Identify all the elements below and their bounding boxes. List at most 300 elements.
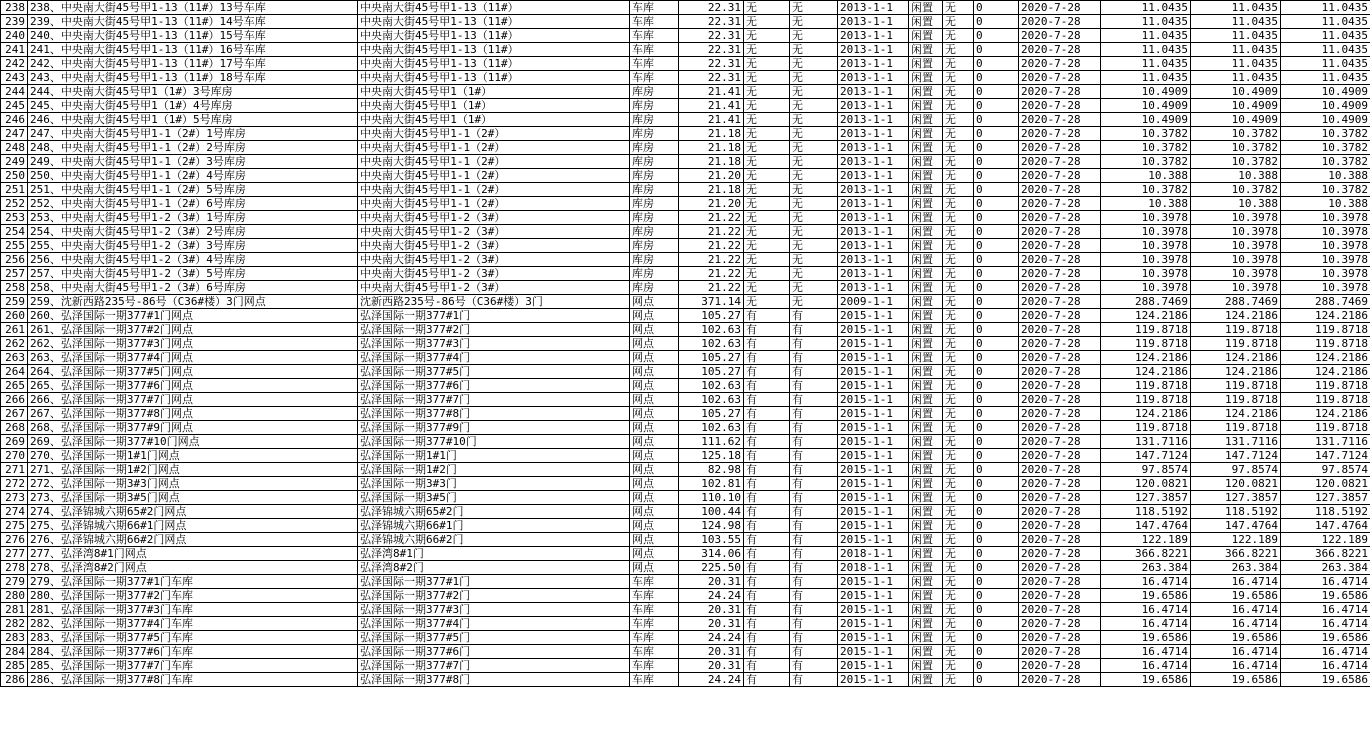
value-cell-2[interactable]: 124.2186 (1191, 309, 1281, 323)
area-cell[interactable]: 314.06 (679, 547, 744, 561)
usage-status-cell[interactable]: 闲置 (909, 267, 943, 281)
asset-name-cell[interactable]: 243、中央南大街45号甲1-13（11#）18号车库 (28, 71, 358, 85)
value-cell-1[interactable]: 11.0435 (1101, 43, 1191, 57)
property-cert-cell[interactable]: 有 (744, 533, 790, 547)
location-cell[interactable]: 中央南大街45号甲1-1（2#） (358, 127, 630, 141)
usage-status-cell[interactable]: 闲置 (909, 407, 943, 421)
asset-name-cell[interactable]: 282、弘泽国际一期377#4门车库 (28, 617, 358, 631)
value-cell-2[interactable]: 11.0435 (1191, 71, 1281, 85)
lease-cell[interactable]: 无 (943, 631, 974, 645)
value-cell-2[interactable]: 263.384 (1191, 561, 1281, 575)
build-date-cell[interactable]: 2015-1-1 (838, 673, 909, 687)
property-cert-cell[interactable]: 有 (744, 645, 790, 659)
lease-cell[interactable]: 无 (943, 659, 974, 673)
value-cell-1[interactable]: 10.4909 (1101, 113, 1191, 127)
property-cert-cell[interactable]: 有 (744, 519, 790, 533)
value-cell-3[interactable]: 97.8574 (1281, 463, 1370, 477)
lease-cell[interactable]: 无 (943, 169, 974, 183)
valuation-date-cell[interactable]: 2020-7-28 (1019, 169, 1101, 183)
usage-status-cell[interactable]: 闲置 (909, 505, 943, 519)
usage-status-cell[interactable]: 闲置 (909, 645, 943, 659)
lease-cell[interactable]: 无 (943, 309, 974, 323)
type-cell[interactable]: 网点 (630, 351, 679, 365)
value-cell-2[interactable]: 19.6586 (1191, 631, 1281, 645)
usage-status-cell[interactable]: 闲置 (909, 561, 943, 575)
valuation-date-cell[interactable]: 2020-7-28 (1019, 379, 1101, 393)
lease-cell[interactable]: 无 (943, 85, 974, 99)
row-number-cell[interactable]: 274 (1, 505, 28, 519)
rent-cell[interactable]: 0 (974, 43, 1019, 57)
area-cell[interactable]: 24.24 (679, 673, 744, 687)
usage-status-cell[interactable]: 闲置 (909, 435, 943, 449)
build-date-cell[interactable]: 2015-1-1 (838, 505, 909, 519)
build-date-cell[interactable]: 2015-1-1 (838, 519, 909, 533)
rent-cell[interactable]: 0 (974, 183, 1019, 197)
valuation-date-cell[interactable]: 2020-7-28 (1019, 309, 1101, 323)
value-cell-1[interactable]: 10.3782 (1101, 141, 1191, 155)
lease-cell[interactable]: 无 (943, 323, 974, 337)
land-cert-cell[interactable]: 有 (790, 379, 838, 393)
land-cert-cell[interactable]: 无 (790, 1, 838, 15)
value-cell-3[interactable]: 16.4714 (1281, 659, 1370, 673)
valuation-date-cell[interactable]: 2020-7-28 (1019, 183, 1101, 197)
build-date-cell[interactable]: 2013-1-1 (838, 225, 909, 239)
land-cert-cell[interactable]: 有 (790, 645, 838, 659)
value-cell-1[interactable]: 119.8718 (1101, 337, 1191, 351)
rent-cell[interactable]: 0 (974, 449, 1019, 463)
row-number-cell[interactable]: 270 (1, 449, 28, 463)
build-date-cell[interactable]: 2015-1-1 (838, 365, 909, 379)
land-cert-cell[interactable]: 有 (790, 603, 838, 617)
value-cell-3[interactable]: 10.3978 (1281, 225, 1370, 239)
build-date-cell[interactable]: 2015-1-1 (838, 477, 909, 491)
value-cell-3[interactable]: 16.4714 (1281, 603, 1370, 617)
area-cell[interactable]: 102.63 (679, 323, 744, 337)
usage-status-cell[interactable]: 闲置 (909, 225, 943, 239)
lease-cell[interactable]: 无 (943, 561, 974, 575)
value-cell-1[interactable]: 263.384 (1101, 561, 1191, 575)
location-cell[interactable]: 弘泽国际一期377#7门 (358, 659, 630, 673)
usage-status-cell[interactable]: 闲置 (909, 421, 943, 435)
value-cell-1[interactable]: 10.388 (1101, 169, 1191, 183)
usage-status-cell[interactable]: 闲置 (909, 113, 943, 127)
build-date-cell[interactable]: 2015-1-1 (838, 631, 909, 645)
property-cert-cell[interactable]: 有 (744, 673, 790, 687)
land-cert-cell[interactable]: 有 (790, 547, 838, 561)
valuation-date-cell[interactable]: 2020-7-28 (1019, 561, 1101, 575)
asset-name-cell[interactable]: 238、中央南大街45号甲1-13（11#）13号车库 (28, 1, 358, 15)
location-cell[interactable]: 弘泽国际一期377#1门 (358, 309, 630, 323)
build-date-cell[interactable]: 2015-1-1 (838, 351, 909, 365)
value-cell-3[interactable]: 119.8718 (1281, 337, 1370, 351)
location-cell[interactable]: 中央南大街45号甲1-2（3#） (358, 239, 630, 253)
location-cell[interactable]: 弘泽锦城六期66#2门 (358, 533, 630, 547)
build-date-cell[interactable]: 2015-1-1 (838, 323, 909, 337)
land-cert-cell[interactable]: 有 (790, 673, 838, 687)
row-number-cell[interactable]: 252 (1, 197, 28, 211)
valuation-date-cell[interactable]: 2020-7-28 (1019, 57, 1101, 71)
build-date-cell[interactable]: 2013-1-1 (838, 43, 909, 57)
asset-name-cell[interactable]: 279、弘泽国际一期377#1门车库 (28, 575, 358, 589)
type-cell[interactable]: 库房 (630, 85, 679, 99)
build-date-cell[interactable]: 2013-1-1 (838, 197, 909, 211)
build-date-cell[interactable]: 2013-1-1 (838, 155, 909, 169)
value-cell-1[interactable]: 118.5192 (1101, 505, 1191, 519)
usage-status-cell[interactable]: 闲置 (909, 575, 943, 589)
value-cell-2[interactable]: 119.8718 (1191, 393, 1281, 407)
land-cert-cell[interactable]: 有 (790, 519, 838, 533)
value-cell-3[interactable]: 16.4714 (1281, 617, 1370, 631)
value-cell-3[interactable]: 19.6586 (1281, 589, 1370, 603)
valuation-date-cell[interactable]: 2020-7-28 (1019, 113, 1101, 127)
valuation-date-cell[interactable]: 2020-7-28 (1019, 239, 1101, 253)
property-cert-cell[interactable]: 无 (744, 267, 790, 281)
area-cell[interactable]: 20.31 (679, 645, 744, 659)
lease-cell[interactable]: 无 (943, 603, 974, 617)
lease-cell[interactable]: 无 (943, 71, 974, 85)
asset-name-cell[interactable]: 251、中央南大街45号甲1-1（2#）5号库房 (28, 183, 358, 197)
area-cell[interactable]: 21.22 (679, 211, 744, 225)
build-date-cell[interactable]: 2013-1-1 (838, 29, 909, 43)
usage-status-cell[interactable]: 闲置 (909, 57, 943, 71)
rent-cell[interactable]: 0 (974, 533, 1019, 547)
value-cell-1[interactable]: 10.3978 (1101, 281, 1191, 295)
valuation-date-cell[interactable]: 2020-7-28 (1019, 547, 1101, 561)
value-cell-2[interactable]: 10.3978 (1191, 267, 1281, 281)
type-cell[interactable]: 网点 (630, 379, 679, 393)
usage-status-cell[interactable]: 闲置 (909, 281, 943, 295)
land-cert-cell[interactable]: 有 (790, 533, 838, 547)
value-cell-1[interactable]: 19.6586 (1101, 673, 1191, 687)
lease-cell[interactable]: 无 (943, 239, 974, 253)
location-cell[interactable]: 弘泽锦城六期65#2门 (358, 505, 630, 519)
valuation-date-cell[interactable]: 2020-7-28 (1019, 407, 1101, 421)
type-cell[interactable]: 网点 (630, 491, 679, 505)
value-cell-3[interactable]: 131.7116 (1281, 435, 1370, 449)
type-cell[interactable]: 网点 (630, 421, 679, 435)
land-cert-cell[interactable]: 无 (790, 239, 838, 253)
location-cell[interactable]: 弘泽国际一期377#1门 (358, 575, 630, 589)
lease-cell[interactable]: 无 (943, 519, 974, 533)
value-cell-1[interactable]: 11.0435 (1101, 57, 1191, 71)
land-cert-cell[interactable]: 无 (790, 281, 838, 295)
value-cell-1[interactable]: 124.2186 (1101, 407, 1191, 421)
property-cert-cell[interactable]: 有 (744, 323, 790, 337)
land-cert-cell[interactable]: 有 (790, 323, 838, 337)
value-cell-3[interactable]: 122.189 (1281, 533, 1370, 547)
value-cell-2[interactable]: 11.0435 (1191, 29, 1281, 43)
lease-cell[interactable]: 无 (943, 351, 974, 365)
build-date-cell[interactable]: 2013-1-1 (838, 99, 909, 113)
usage-status-cell[interactable]: 闲置 (909, 393, 943, 407)
value-cell-2[interactable]: 147.4764 (1191, 519, 1281, 533)
value-cell-2[interactable]: 16.4714 (1191, 659, 1281, 673)
land-cert-cell[interactable]: 有 (790, 309, 838, 323)
value-cell-3[interactable]: 11.0435 (1281, 57, 1370, 71)
lease-cell[interactable]: 无 (943, 281, 974, 295)
row-number-cell[interactable]: 266 (1, 393, 28, 407)
type-cell[interactable]: 网点 (630, 365, 679, 379)
row-number-cell[interactable]: 250 (1, 169, 28, 183)
rent-cell[interactable]: 0 (974, 141, 1019, 155)
usage-status-cell[interactable]: 闲置 (909, 449, 943, 463)
value-cell-1[interactable]: 124.2186 (1101, 309, 1191, 323)
lease-cell[interactable]: 无 (943, 533, 974, 547)
location-cell[interactable]: 中央南大街45号甲1（1#） (358, 113, 630, 127)
property-cert-cell[interactable]: 有 (744, 603, 790, 617)
type-cell[interactable]: 库房 (630, 225, 679, 239)
value-cell-1[interactable]: 119.8718 (1101, 393, 1191, 407)
row-number-cell[interactable]: 275 (1, 519, 28, 533)
row-number-cell[interactable]: 251 (1, 183, 28, 197)
build-date-cell[interactable]: 2015-1-1 (838, 379, 909, 393)
area-cell[interactable]: 100.44 (679, 505, 744, 519)
type-cell[interactable]: 库房 (630, 211, 679, 225)
value-cell-2[interactable]: 19.6586 (1191, 673, 1281, 687)
property-cert-cell[interactable]: 有 (744, 421, 790, 435)
land-cert-cell[interactable]: 无 (790, 183, 838, 197)
land-cert-cell[interactable]: 无 (790, 141, 838, 155)
valuation-date-cell[interactable]: 2020-7-28 (1019, 155, 1101, 169)
value-cell-2[interactable]: 118.5192 (1191, 505, 1281, 519)
asset-name-cell[interactable]: 272、弘泽国际一期3#3门网点 (28, 477, 358, 491)
land-cert-cell[interactable]: 无 (790, 211, 838, 225)
value-cell-2[interactable]: 127.3857 (1191, 491, 1281, 505)
property-cert-cell[interactable]: 无 (744, 15, 790, 29)
row-number-cell[interactable]: 247 (1, 127, 28, 141)
row-number-cell[interactable]: 261 (1, 323, 28, 337)
valuation-date-cell[interactable]: 2020-7-28 (1019, 337, 1101, 351)
area-cell[interactable]: 102.81 (679, 477, 744, 491)
lease-cell[interactable]: 无 (943, 127, 974, 141)
row-number-cell[interactable]: 272 (1, 477, 28, 491)
value-cell-3[interactable]: 11.0435 (1281, 29, 1370, 43)
asset-name-cell[interactable]: 260、弘泽国际一期377#1门网点 (28, 309, 358, 323)
usage-status-cell[interactable]: 闲置 (909, 15, 943, 29)
valuation-date-cell[interactable]: 2020-7-28 (1019, 603, 1101, 617)
asset-name-cell[interactable]: 253、中央南大街45号甲1-2（3#）1号库房 (28, 211, 358, 225)
location-cell[interactable]: 弘泽国际一期377#5门 (358, 631, 630, 645)
location-cell[interactable]: 弘泽国际一期377#5门 (358, 365, 630, 379)
value-cell-1[interactable]: 16.4714 (1101, 645, 1191, 659)
asset-name-cell[interactable]: 278、弘泽湾8#2门网点 (28, 561, 358, 575)
row-number-cell[interactable]: 241 (1, 43, 28, 57)
usage-status-cell[interactable]: 闲置 (909, 169, 943, 183)
asset-name-cell[interactable]: 241、中央南大街45号甲1-13（11#）16号车库 (28, 43, 358, 57)
type-cell[interactable]: 网点 (630, 463, 679, 477)
land-cert-cell[interactable]: 有 (790, 365, 838, 379)
value-cell-3[interactable]: 10.3978 (1281, 253, 1370, 267)
build-date-cell[interactable]: 2009-1-1 (838, 295, 909, 309)
property-cert-cell[interactable]: 有 (744, 491, 790, 505)
land-cert-cell[interactable]: 有 (790, 337, 838, 351)
property-cert-cell[interactable]: 有 (744, 477, 790, 491)
row-number-cell[interactable]: 269 (1, 435, 28, 449)
value-cell-2[interactable]: 11.0435 (1191, 43, 1281, 57)
value-cell-1[interactable]: 127.3857 (1101, 491, 1191, 505)
build-date-cell[interactable]: 2018-1-1 (838, 547, 909, 561)
rent-cell[interactable]: 0 (974, 197, 1019, 211)
build-date-cell[interactable]: 2015-1-1 (838, 659, 909, 673)
value-cell-1[interactable]: 16.4714 (1101, 603, 1191, 617)
rent-cell[interactable]: 0 (974, 337, 1019, 351)
usage-status-cell[interactable]: 闲置 (909, 519, 943, 533)
value-cell-3[interactable]: 11.0435 (1281, 43, 1370, 57)
rent-cell[interactable]: 0 (974, 211, 1019, 225)
property-cert-cell[interactable]: 有 (744, 505, 790, 519)
asset-name-cell[interactable]: 281、弘泽国际一期377#3门车库 (28, 603, 358, 617)
type-cell[interactable]: 网点 (630, 323, 679, 337)
land-cert-cell[interactable]: 无 (790, 15, 838, 29)
rent-cell[interactable]: 0 (974, 407, 1019, 421)
area-cell[interactable]: 21.41 (679, 99, 744, 113)
row-number-cell[interactable]: 268 (1, 421, 28, 435)
value-cell-2[interactable]: 16.4714 (1191, 645, 1281, 659)
area-cell[interactable]: 371.14 (679, 295, 744, 309)
value-cell-2[interactable]: 124.2186 (1191, 407, 1281, 421)
asset-name-cell[interactable]: 277、弘泽湾8#1门网点 (28, 547, 358, 561)
asset-name-cell[interactable]: 265、弘泽国际一期377#6门网点 (28, 379, 358, 393)
land-cert-cell[interactable]: 有 (790, 589, 838, 603)
asset-name-cell[interactable]: 285、弘泽国际一期377#7门车库 (28, 659, 358, 673)
location-cell[interactable]: 中央南大街45号甲1-1（2#） (358, 183, 630, 197)
usage-status-cell[interactable]: 闲置 (909, 589, 943, 603)
value-cell-3[interactable]: 124.2186 (1281, 365, 1370, 379)
row-number-cell[interactable]: 285 (1, 659, 28, 673)
value-cell-1[interactable]: 366.8221 (1101, 547, 1191, 561)
location-cell[interactable]: 弘泽国际一期377#4门 (358, 351, 630, 365)
land-cert-cell[interactable]: 无 (790, 85, 838, 99)
rent-cell[interactable]: 0 (974, 659, 1019, 673)
lease-cell[interactable]: 无 (943, 449, 974, 463)
value-cell-1[interactable]: 11.0435 (1101, 15, 1191, 29)
asset-name-cell[interactable]: 273、弘泽国际一期3#5门网点 (28, 491, 358, 505)
area-cell[interactable]: 102.63 (679, 421, 744, 435)
type-cell[interactable]: 库房 (630, 169, 679, 183)
lease-cell[interactable]: 无 (943, 337, 974, 351)
asset-name-cell[interactable]: 274、弘泽锦城六期65#2门网点 (28, 505, 358, 519)
asset-name-cell[interactable]: 264、弘泽国际一期377#5门网点 (28, 365, 358, 379)
area-cell[interactable]: 21.22 (679, 239, 744, 253)
type-cell[interactable]: 网点 (630, 337, 679, 351)
build-date-cell[interactable]: 2013-1-1 (838, 127, 909, 141)
value-cell-2[interactable]: 10.3978 (1191, 281, 1281, 295)
valuation-date-cell[interactable]: 2020-7-28 (1019, 435, 1101, 449)
value-cell-1[interactable]: 97.8574 (1101, 463, 1191, 477)
area-cell[interactable]: 22.31 (679, 71, 744, 85)
value-cell-1[interactable]: 10.3782 (1101, 155, 1191, 169)
row-number-cell[interactable]: 246 (1, 113, 28, 127)
lease-cell[interactable]: 无 (943, 267, 974, 281)
valuation-date-cell[interactable]: 2020-7-28 (1019, 85, 1101, 99)
value-cell-2[interactable]: 10.3978 (1191, 211, 1281, 225)
area-cell[interactable]: 22.31 (679, 43, 744, 57)
rent-cell[interactable]: 0 (974, 127, 1019, 141)
value-cell-1[interactable]: 10.4909 (1101, 85, 1191, 99)
land-cert-cell[interactable]: 无 (790, 225, 838, 239)
usage-status-cell[interactable]: 闲置 (909, 141, 943, 155)
value-cell-2[interactable]: 10.3978 (1191, 225, 1281, 239)
value-cell-2[interactable]: 10.3782 (1191, 141, 1281, 155)
asset-name-cell[interactable]: 250、中央南大街45号甲1-1（2#）4号库房 (28, 169, 358, 183)
property-cert-cell[interactable]: 有 (744, 561, 790, 575)
area-cell[interactable]: 124.98 (679, 519, 744, 533)
type-cell[interactable]: 车库 (630, 617, 679, 631)
value-cell-2[interactable]: 122.189 (1191, 533, 1281, 547)
usage-status-cell[interactable]: 闲置 (909, 631, 943, 645)
location-cell[interactable]: 弘泽国际一期377#10门 (358, 435, 630, 449)
location-cell[interactable]: 中央南大街45号甲1-2（3#） (358, 225, 630, 239)
area-cell[interactable]: 111.62 (679, 435, 744, 449)
value-cell-1[interactable]: 11.0435 (1101, 71, 1191, 85)
build-date-cell[interactable]: 2013-1-1 (838, 281, 909, 295)
rent-cell[interactable]: 0 (974, 15, 1019, 29)
type-cell[interactable]: 网点 (630, 533, 679, 547)
value-cell-1[interactable]: 10.3978 (1101, 211, 1191, 225)
row-number-cell[interactable]: 278 (1, 561, 28, 575)
area-cell[interactable]: 21.18 (679, 141, 744, 155)
valuation-date-cell[interactable]: 2020-7-28 (1019, 477, 1101, 491)
land-cert-cell[interactable]: 无 (790, 29, 838, 43)
value-cell-1[interactable]: 16.4714 (1101, 659, 1191, 673)
rent-cell[interactable]: 0 (974, 351, 1019, 365)
value-cell-2[interactable]: 147.7124 (1191, 449, 1281, 463)
location-cell[interactable]: 中央南大街45号甲1-13（11#） (358, 15, 630, 29)
area-cell[interactable]: 102.63 (679, 379, 744, 393)
location-cell[interactable]: 弘泽国际一期1#2门 (358, 463, 630, 477)
type-cell[interactable]: 网点 (630, 505, 679, 519)
asset-name-cell[interactable]: 247、中央南大街45号甲1-1（2#）1号库房 (28, 127, 358, 141)
lease-cell[interactable]: 无 (943, 617, 974, 631)
type-cell[interactable]: 库房 (630, 127, 679, 141)
value-cell-2[interactable]: 10.3782 (1191, 183, 1281, 197)
usage-status-cell[interactable]: 闲置 (909, 183, 943, 197)
build-date-cell[interactable]: 2015-1-1 (838, 393, 909, 407)
row-number-cell[interactable]: 240 (1, 29, 28, 43)
value-cell-1[interactable]: 19.6586 (1101, 631, 1191, 645)
property-cert-cell[interactable]: 无 (744, 127, 790, 141)
land-cert-cell[interactable]: 无 (790, 71, 838, 85)
row-number-cell[interactable]: 264 (1, 365, 28, 379)
usage-status-cell[interactable]: 闲置 (909, 99, 943, 113)
lease-cell[interactable]: 无 (943, 29, 974, 43)
asset-name-cell[interactable]: 263、弘泽国际一期377#4门网点 (28, 351, 358, 365)
rent-cell[interactable]: 0 (974, 323, 1019, 337)
valuation-date-cell[interactable]: 2020-7-28 (1019, 197, 1101, 211)
property-cert-cell[interactable]: 有 (744, 659, 790, 673)
location-cell[interactable]: 弘泽国际一期377#3门 (358, 603, 630, 617)
valuation-date-cell[interactable]: 2020-7-28 (1019, 421, 1101, 435)
build-date-cell[interactable]: 2018-1-1 (838, 561, 909, 575)
value-cell-1[interactable]: 10.3978 (1101, 239, 1191, 253)
land-cert-cell[interactable]: 无 (790, 99, 838, 113)
row-number-cell[interactable]: 277 (1, 547, 28, 561)
value-cell-1[interactable]: 288.7469 (1101, 295, 1191, 309)
property-cert-cell[interactable]: 有 (744, 309, 790, 323)
rent-cell[interactable]: 0 (974, 603, 1019, 617)
build-date-cell[interactable]: 2013-1-1 (838, 211, 909, 225)
rent-cell[interactable]: 0 (974, 29, 1019, 43)
area-cell[interactable]: 21.18 (679, 183, 744, 197)
rent-cell[interactable]: 0 (974, 421, 1019, 435)
value-cell-1[interactable]: 120.0821 (1101, 477, 1191, 491)
valuation-date-cell[interactable]: 2020-7-28 (1019, 491, 1101, 505)
land-cert-cell[interactable]: 无 (790, 169, 838, 183)
area-cell[interactable]: 125.18 (679, 449, 744, 463)
property-cert-cell[interactable]: 无 (744, 197, 790, 211)
lease-cell[interactable]: 无 (943, 225, 974, 239)
land-cert-cell[interactable]: 无 (790, 127, 838, 141)
